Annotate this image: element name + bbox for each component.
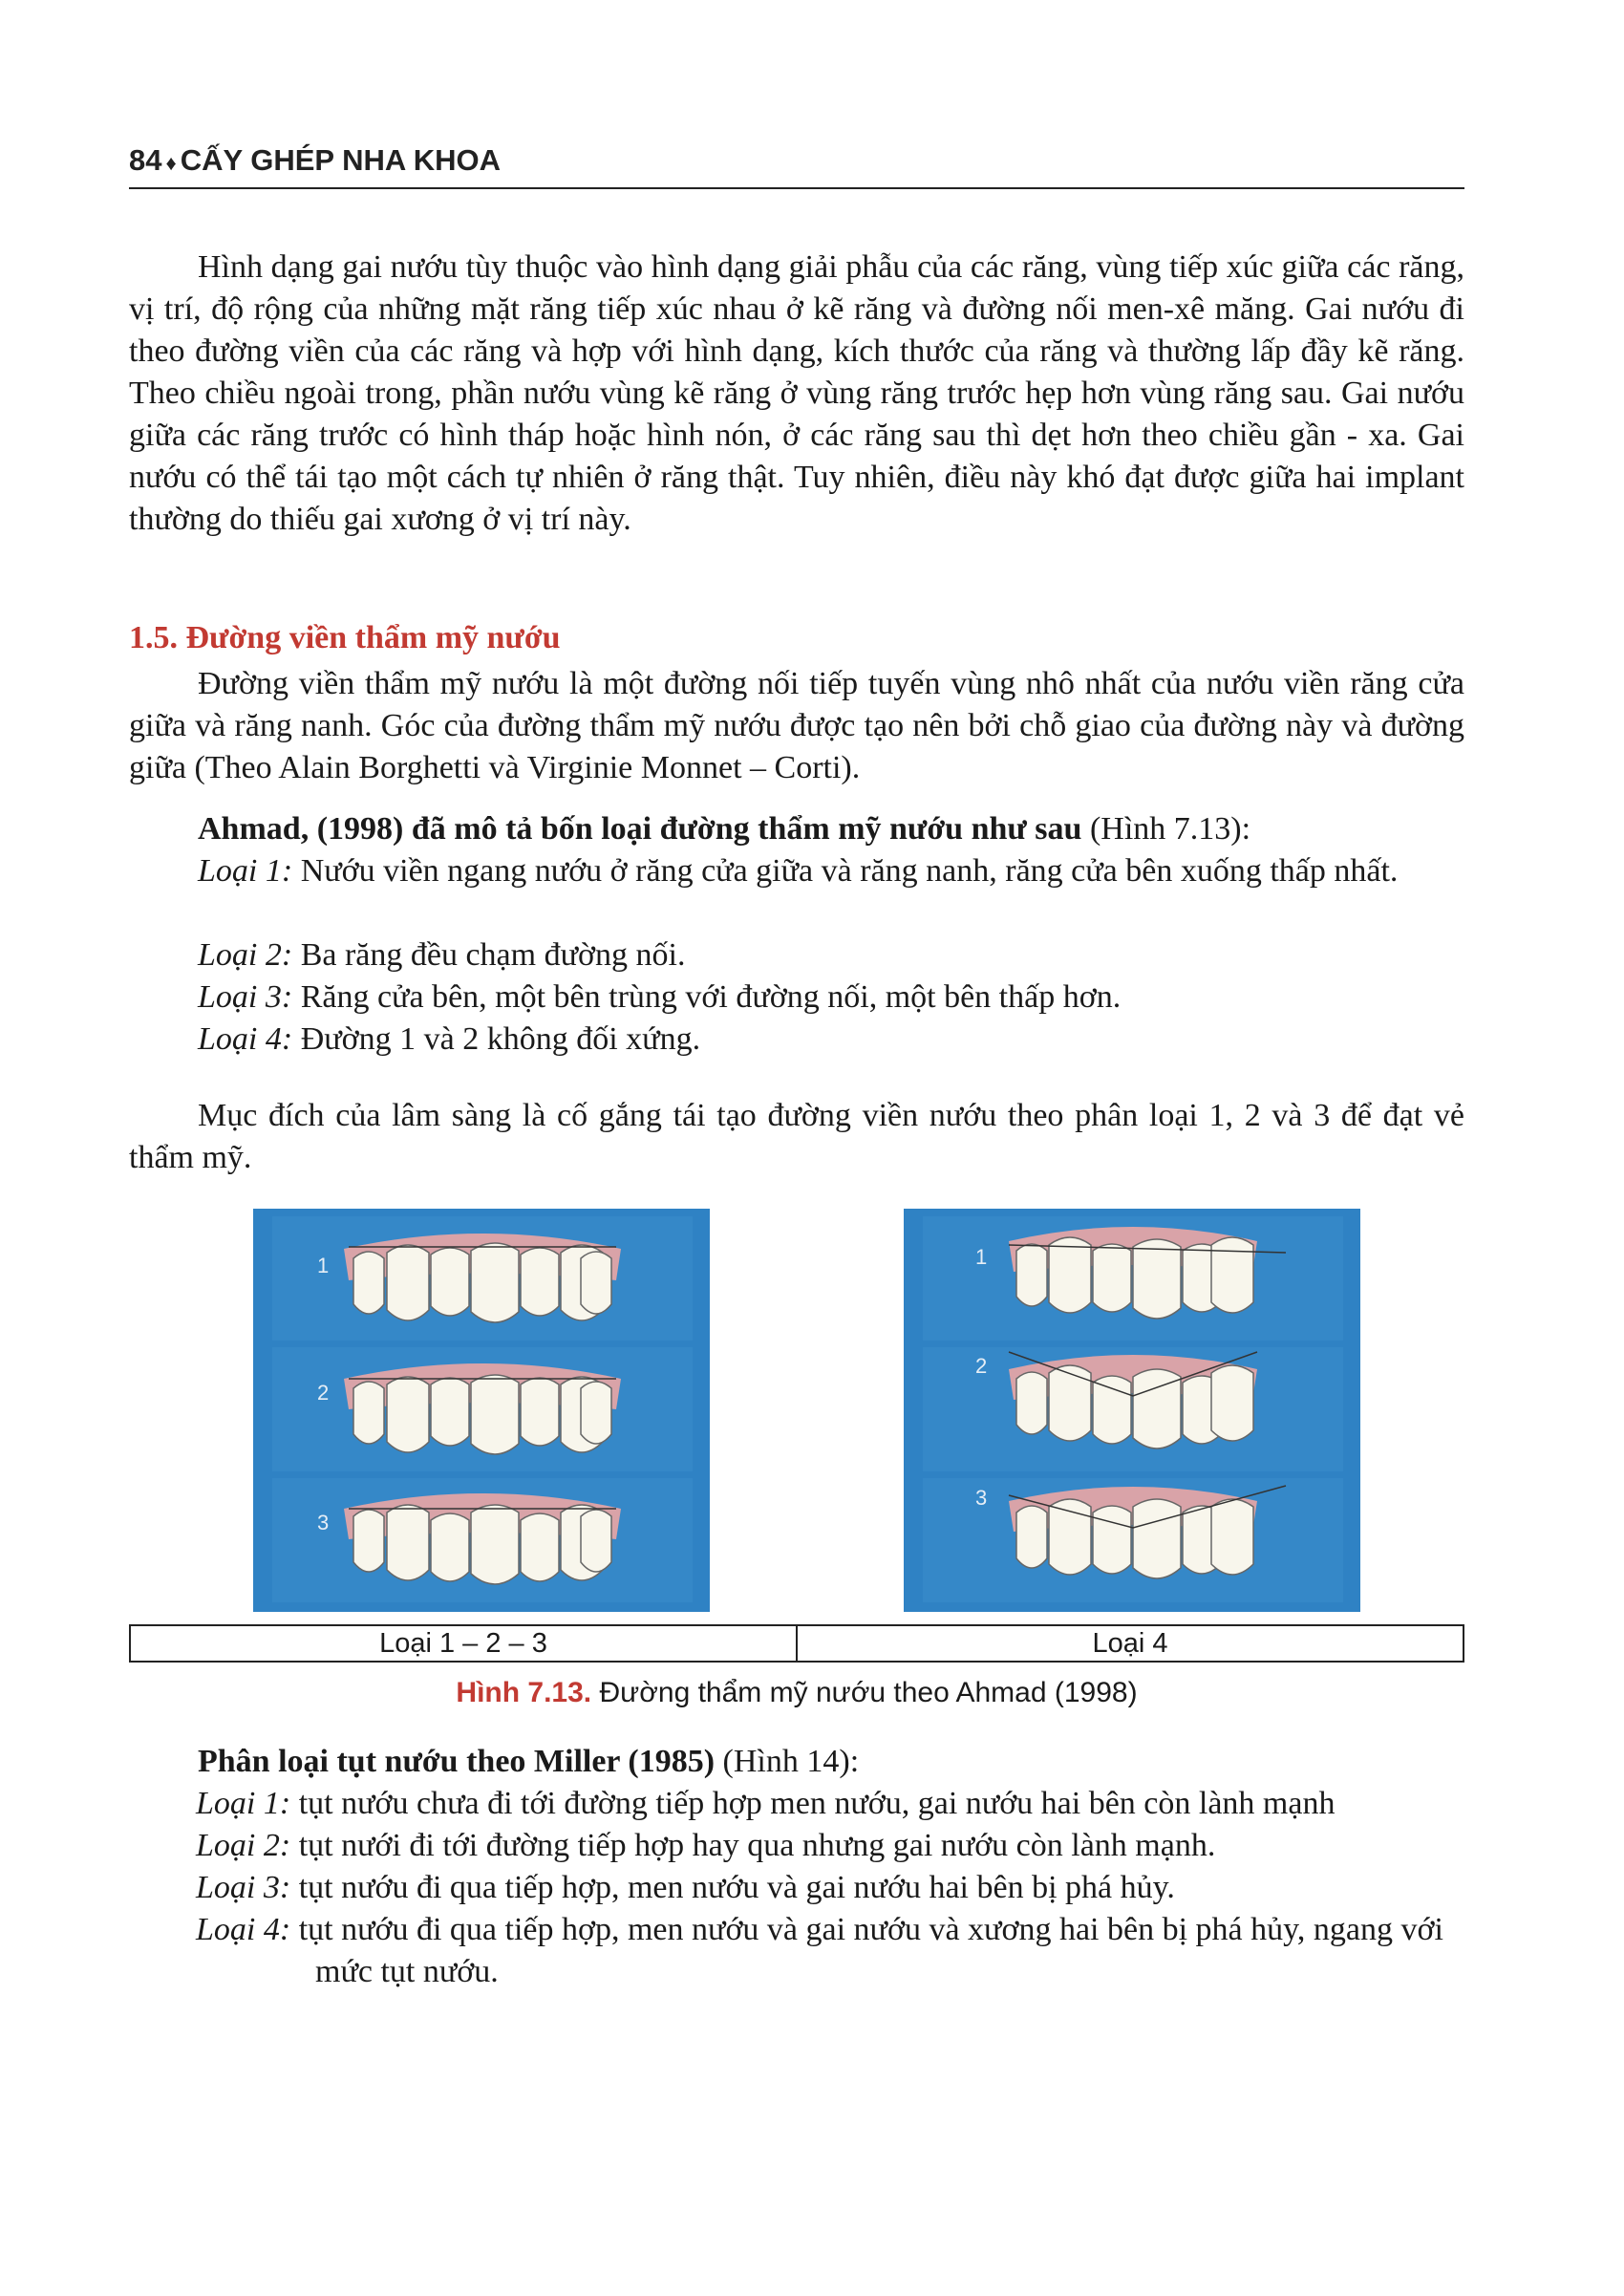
miller-heading-ref: (Hình 14):	[715, 1744, 860, 1779]
book-title: CẤY GHÉP NHA KHOA	[180, 143, 502, 177]
miller-item-1	[196, 1783, 1464, 1825]
type-4-item	[198, 1019, 700, 1061]
miller-item-2-label: Loại 2:	[196, 1828, 291, 1863]
smile-lines-illustration-right	[904, 1209, 1360, 1612]
page-number: 84	[129, 143, 162, 177]
left-row-1-number: 1	[317, 1254, 330, 1277]
type-3-text: Răng cửa bên, một bên trùng với đường nối, một bên thấp hơn.	[292, 979, 1122, 1015]
miller-item-3-label: Loại 3:	[196, 1870, 291, 1905]
ahmad-heading-ref: (Hình 7.13):	[1081, 811, 1251, 847]
type-1-item	[129, 850, 1464, 892]
caption-left-cell: Loại 1 – 2 – 3	[379, 1628, 547, 1659]
type-4-label: Loại 4:	[198, 1021, 293, 1057]
type-3-item	[198, 976, 1121, 1019]
figure-caption	[129, 1674, 1464, 1712]
diamond-separator-icon: ♦	[165, 151, 177, 175]
figure-title: Đường thẩm mỹ nướu theo Ahmad (1998)	[591, 1677, 1138, 1708]
miller-item-3-text: tụt nướu đi qua tiếp hợp, men nướu và gai nướu hai bên bị phá hủy.	[290, 1870, 1175, 1905]
type-1-label: Loại 1:	[198, 853, 293, 889]
figure-right-panel	[904, 1209, 1360, 1612]
type-2-label: Loại 2:	[198, 937, 293, 973]
miller-item-4	[196, 1909, 1464, 1993]
running-header	[129, 141, 1464, 189]
type-4-text: Đường 1 và 2 không đối xứng.	[292, 1021, 701, 1057]
caption-right-cell: Loại 4	[796, 1626, 1463, 1661]
right-row-3-teeth	[1009, 1486, 1286, 1578]
left-row-3-number: 3	[317, 1511, 330, 1534]
left-row-2-number: 2	[317, 1381, 330, 1405]
miller-item-2-text: tụt nưới đi tới đường tiếp hợp hay qua nhưng gai nướu còn lành mạnh.	[290, 1828, 1216, 1863]
right-row-1-number: 1	[975, 1245, 988, 1269]
figure-left-panel	[253, 1209, 710, 1612]
right-row-3-number: 3	[975, 1486, 988, 1510]
smile-lines-illustration-left	[253, 1209, 710, 1612]
miller-item-3	[196, 1867, 1464, 1909]
type-3-label: Loại 3:	[198, 979, 293, 1015]
miller-item-2	[196, 1825, 1464, 1867]
definition-paragraph: Đường viền thẩm mỹ nướu là một đường nối tiếp tuyến vùng nhô nhất của nướu viền răng cửa giữa và răng nanh. Góc của đường thẩm mỹ nướu được tạo nên bởi chỗ giao của đường này và đường giữa (Theo Alain Borghetti và Virginie Monnet – Corti).	[129, 666, 1464, 785]
goal-paragraph: Mục đích của lâm sàng là cố gắng tái tạo đường viền nướu theo phân loại 1, 2 và 3 để đạt vẻ thẩm mỹ.	[129, 1098, 1464, 1175]
type-2-item	[198, 934, 685, 976]
ahmad-heading	[198, 808, 1250, 850]
section-title: 1.5. Đường viền thẩm mỹ nướu	[129, 620, 561, 655]
miller-item-4-text: tụt nướu đi qua tiếp hợp, men nướu và gai nướu và xương hai bên bị phá hủy, ngang với mức tụt nướu.	[290, 1912, 1443, 1989]
miller-heading-bold: Phân loại tụt nướu theo Miller (1985)	[198, 1744, 716, 1779]
miller-item-1-text: tụt nướu chưa đi tới đường tiếp hợp men nướu, gai nướu hai bên còn lành mạnh	[290, 1786, 1336, 1821]
miller-item-4-label: Loại 4:	[196, 1912, 291, 1947]
figure-caption-table	[129, 1624, 1464, 1663]
right-row-2-number: 2	[975, 1354, 988, 1378]
figure-label: Hình 7.13.	[456, 1677, 592, 1708]
miller-item-1-label: Loại 1:	[196, 1786, 291, 1821]
type-1-text: Nướu viền ngang nướu ở răng cửa giữa và răng nanh, răng cửa bên xuống thấp nhất.	[292, 853, 1399, 889]
miller-heading	[198, 1741, 859, 1783]
ahmad-heading-bold: Ahmad, (1998) đã mô tả bốn loại đường thẩm mỹ nướu như sau	[198, 811, 1082, 847]
type-2-text: Ba răng đều chạm đường nối.	[292, 937, 686, 973]
intro-paragraph: Hình dạng gai nướu tùy thuộc vào hình dạng giải phẫu của các răng, vùng tiếp xúc giữa các răng, vị trí, độ rộng của những mặt răng tiếp xúc nhau ở kẽ răng và đường nối men-xê măng. Gai nướu đi theo đường viền của các răng và hợp với hình dạng, kích thước của răng và thường lấp đầy kẽ răng. Theo chiều ngoài trong, phần nướu vùng kẽ răng ở vùng răng trước hẹp hơn vùng răng sau. Gai nướu giữa các răng trước có hình tháp hoặc hình nón, ở các răng sau thì dẹt hơn theo chiều gần - xa. Gai nướu có thể tái tạo một cách tự nhiên ở răng thật. Tuy nhiên, điều này khó đạt được giữa hai implant thường do thiếu gai xương ở vị trí này.	[129, 249, 1464, 537]
